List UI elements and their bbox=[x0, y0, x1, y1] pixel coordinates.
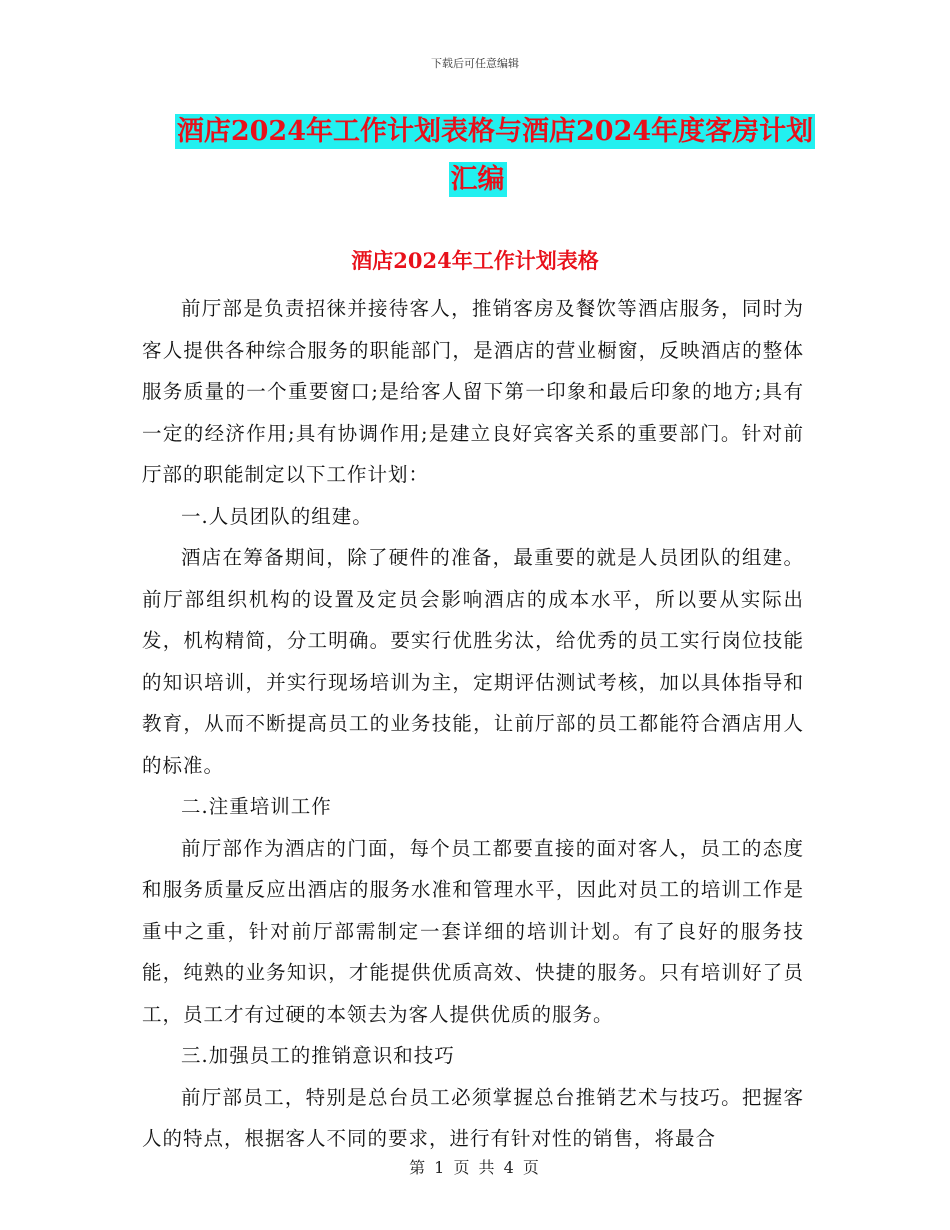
heading-3: 三.加强员工的推销意识和技巧 bbox=[181, 1044, 455, 1067]
document-body bbox=[142, 288, 804, 1160]
page-number: 第 1 页 共 4 页 bbox=[409, 1158, 541, 1177]
title-highlight-2: 汇编 bbox=[450, 164, 505, 195]
document-title-line2 bbox=[0, 156, 950, 204]
paragraph-intro: 前厅部是负责招徕并接待客人，推销客房及餐饮等酒店服务，同时为客人提供各种综合服务的职能部门，是酒店的营业橱窗，反映酒店的整体服务质量的一个重要窗口;是给客人留下第一印象和最后印象的地方;具有一定的经济作用;具有协调作用;是建立良好宾客关系的重要部门。针对前厅部的职能制定以下工作计划： bbox=[142, 297, 804, 486]
section-title: 酒店2024年工作计划表格 bbox=[351, 248, 599, 273]
document-title-line1 bbox=[0, 108, 950, 156]
heading-1: 一.人员团队的组建。 bbox=[181, 504, 373, 528]
paragraph-team: 酒店在筹备期间，除了硬件的准备，最重要的就是人员团队的组建。前厅部组织机构的设置及定员会影响酒店的成本水平，所以要从实际出发，机构精简，分工明确。要实行优胜劣汰，给优秀的员工实行岗位技能的知识培训，并实行现场培训为主，定期评估测试考核，加以具体指导和教育，从而不断提高员工的业务技能，让前厅部的员工都能符合酒店用人的标准。 bbox=[142, 546, 804, 777]
paragraph-training: 前厅部作为酒店的门面，每个员工都要直接的面对客人，员工的态度和服务质量反应出酒店的服务水准和管理水平，因此对员工的培训工作是重中之重，针对前厅部需制定一套详细的培训计划。有了良好的服务技能，纯熟的业务知识，才能提供优质高效、快捷的服务。只有培训好了员工，员工才有过硬的本领去为客人提供优质的服务。 bbox=[142, 836, 804, 1026]
document-title bbox=[0, 108, 950, 204]
title-highlight-1: 酒店2024年工作计划表格与酒店2024年度客房计划 bbox=[176, 116, 814, 147]
page-header-note: 下载后可任意编辑 bbox=[431, 57, 519, 70]
paragraph-sales: 前厅部员工，特别是总台员工必须掌握总台推销艺术与技巧。把握客人的特点，根据客人不同的要求，进行有针对性的销售，将最合 bbox=[142, 1085, 804, 1150]
heading-2: 二.注重培训工作 bbox=[181, 795, 332, 818]
